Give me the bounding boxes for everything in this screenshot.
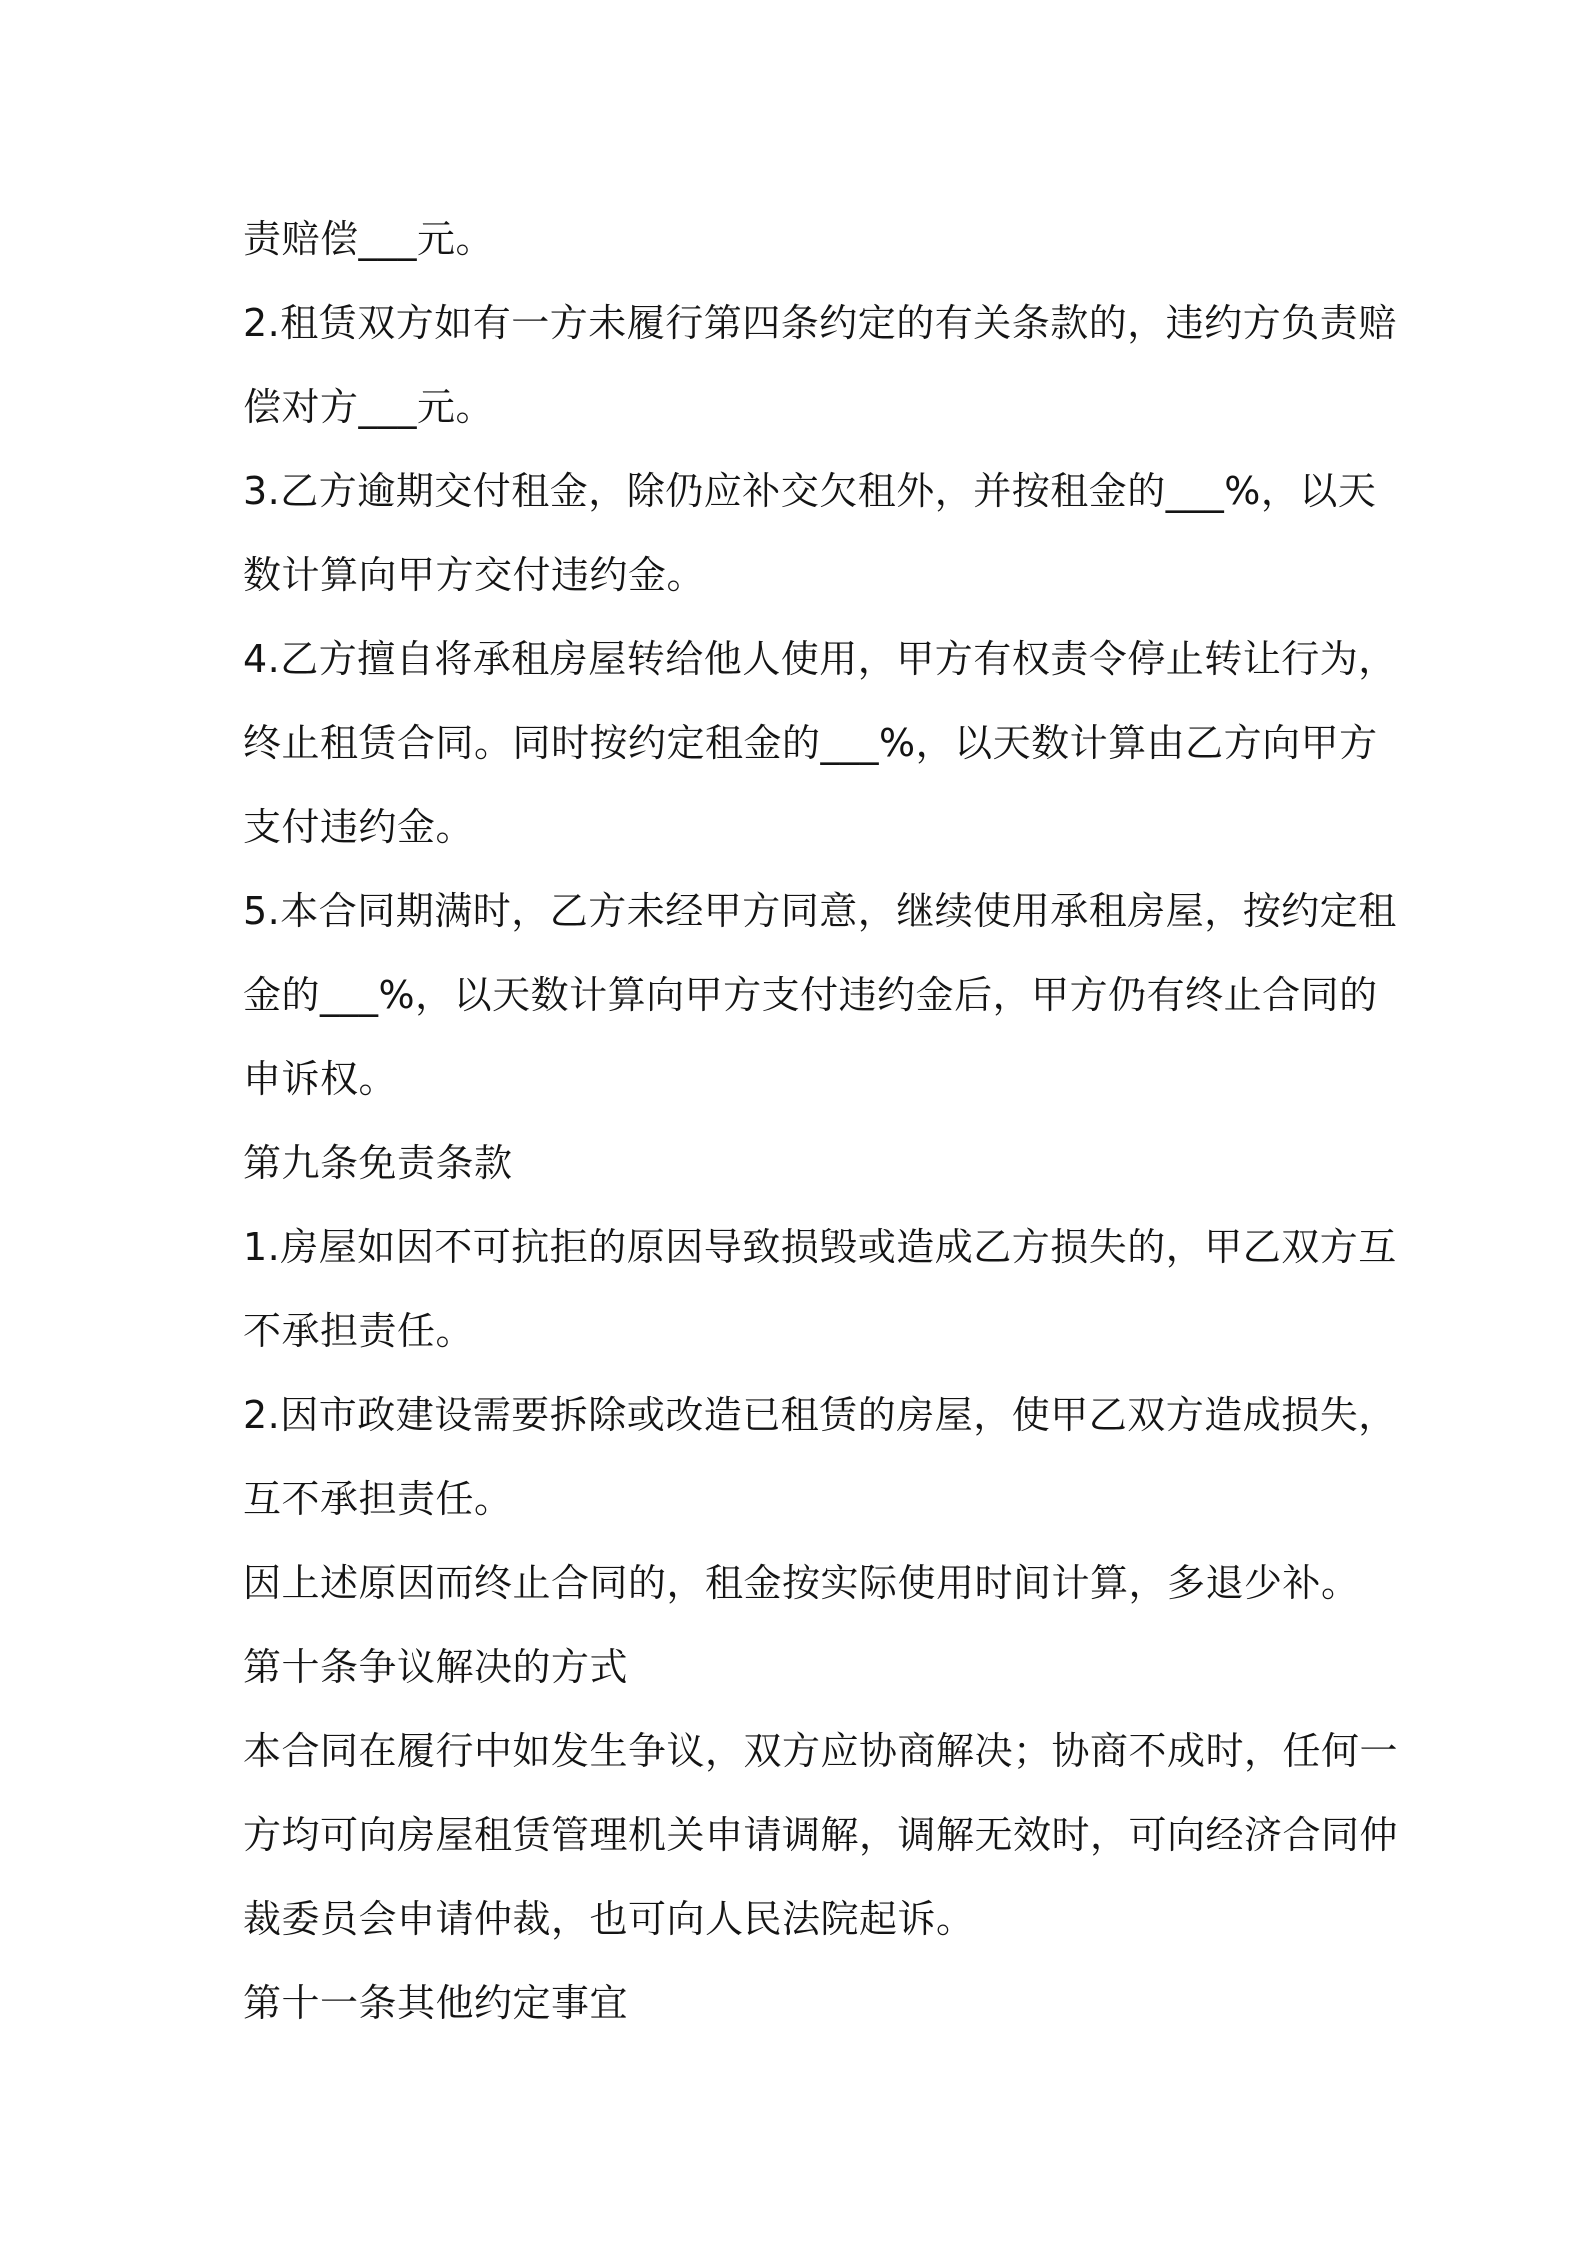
text-line: 因上述原因而终止合同的，租金按实际使用时间计算，多退少补。 bbox=[243, 1561, 1360, 1605]
text-line: 终止租赁合同。同时按约定租金的___%，以天数计算由乙方向甲方 bbox=[243, 721, 1378, 765]
text-line: 5.本合同期满时，乙方未经甲方同意，继续使用承租房屋，按约定租 bbox=[243, 889, 1397, 933]
text-line: 2.因市政建设需要拆除或改造已租赁的房屋，使甲乙双方造成损失， bbox=[243, 1393, 1397, 1437]
text-line: 方均可向房屋租赁管理机关申请调解，调解无效时，可向经济合同仲 bbox=[243, 1813, 1399, 1857]
text-line: 支付违约金。 bbox=[243, 805, 475, 849]
text-line: 裁委员会申请仲裁，也可向人民法院起诉。 bbox=[243, 1897, 975, 1941]
text-line: 3.乙方逾期交付租金，除仍应补交欠租外，并按租金的___%，以天 bbox=[243, 469, 1377, 513]
text-line: 责赔偿___元。 bbox=[243, 217, 495, 261]
text-line: 互不承担责任。 bbox=[243, 1477, 513, 1521]
text-line: 1.房屋如因不可抗拒的原因导致损毁或造成乙方损失的，甲乙双方互 bbox=[243, 1225, 1397, 1269]
section-heading: 第十条争议解决的方式 bbox=[243, 1645, 629, 1689]
text-line: 数计算向甲方交付违约金。 bbox=[243, 553, 706, 597]
text-line: 偿对方___元。 bbox=[243, 385, 495, 429]
document-page bbox=[243, 197, 1399, 2045]
text-line: 4.乙方擅自将承租房屋转给他人使用，甲方有权责令停止转让行为， bbox=[243, 637, 1397, 681]
text-line: 申诉权。 bbox=[243, 1057, 398, 1101]
text-line: 本合同在履行中如发生争议，双方应协商解决；协商不成时，任何一 bbox=[243, 1729, 1399, 1773]
text-line: 金的___%，以天数计算向甲方支付违约金后，甲方仍有终止合同的 bbox=[243, 973, 1378, 1017]
section-heading: 第九条免责条款 bbox=[243, 1141, 513, 1185]
section-heading: 第十一条其他约定事宜 bbox=[243, 1981, 629, 2025]
text-line: 2.租赁双方如有一方未履行第四条约定的有关条款的，违约方负责赔 bbox=[243, 301, 1397, 345]
text-line: 不承担责任。 bbox=[243, 1309, 475, 1353]
